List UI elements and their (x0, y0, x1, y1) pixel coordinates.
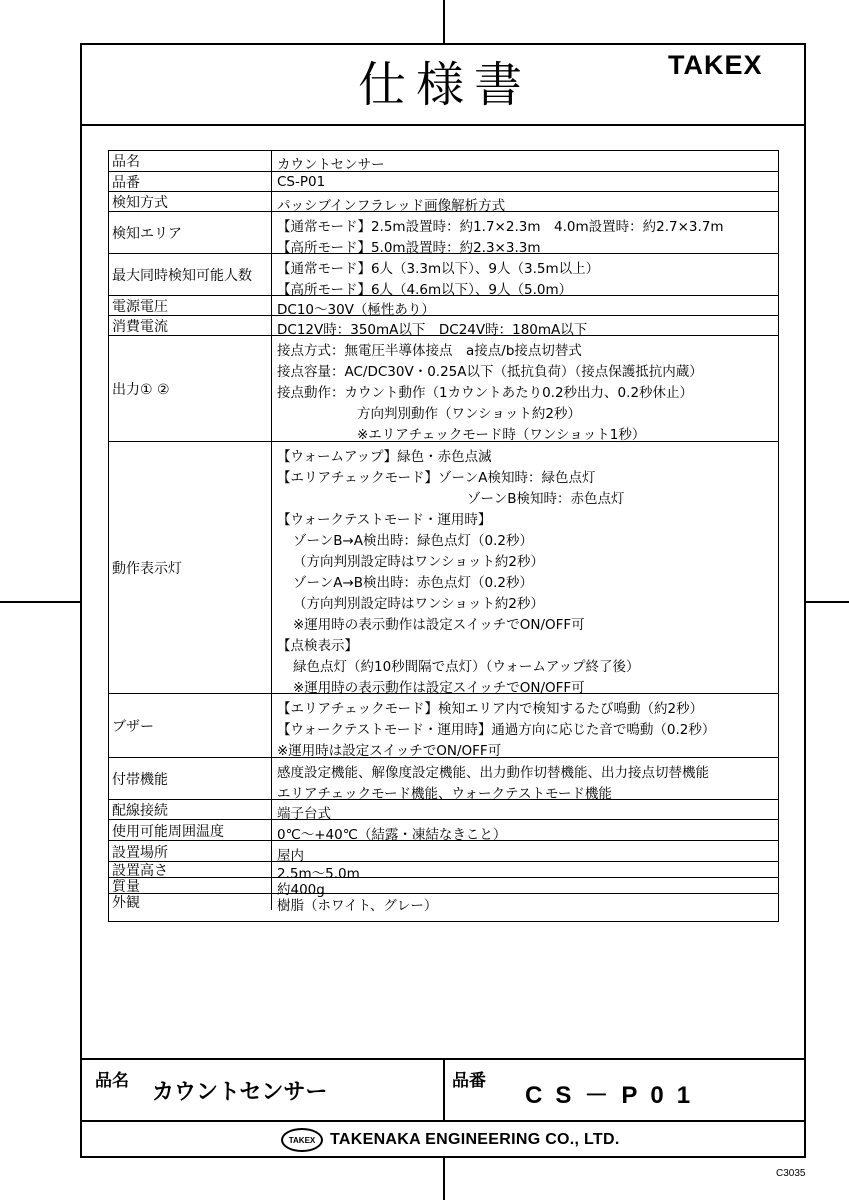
spec-value (275, 192, 778, 212)
spec-row (109, 861, 778, 882)
footer-name-label: 品名 (95, 1071, 129, 1091)
spec-row (109, 191, 778, 212)
spec-label: 消費電流 (109, 316, 272, 336)
company-logo: TAKEX (281, 1128, 323, 1152)
spec-value (275, 841, 778, 862)
spec-value-line: 方向判別動作（ワンショット約2秒） (357, 406, 581, 423)
spec-value (275, 800, 778, 820)
spec-label: 設置高さ (109, 862, 272, 878)
spec-row (109, 840, 778, 862)
spec-label: 設置場所 (109, 841, 272, 862)
spec-row (109, 757, 778, 800)
spec-label: 品名 (109, 151, 272, 171)
spec-value-line: ※エリアチェックモード時（ワンショット1秒） (357, 427, 646, 444)
title-separator (80, 124, 806, 126)
registration-mark-right (806, 601, 849, 603)
spec-value (275, 878, 778, 898)
spec-value (275, 820, 778, 841)
spec-value (275, 316, 778, 336)
spec-row (109, 315, 778, 336)
spec-value (275, 212, 778, 254)
company-name: TAKENAKA ENGINEERING CO., LTD. (330, 1131, 620, 1148)
spec-value-line: 2.5m～5.0m (277, 866, 360, 882)
spec-row (109, 151, 778, 171)
spec-label: 付帯機能 (109, 758, 272, 800)
spec-value-line: 接点容量：AC/DC30V・0.25A以下（抵抗負荷）（接点保護抵抗内蔵） (277, 363, 703, 380)
spec-value-line: （方向判別設定時はワンショット約2秒） (293, 553, 544, 570)
spec-value (275, 758, 778, 800)
spec-value-line: パッシブインフラレッド画像解析方式 (277, 198, 506, 214)
spec-value-line: CS-P01 (277, 174, 326, 190)
spec-label: 最大同時検知可能人数 (109, 254, 272, 296)
spec-value-line: DC10～30V（極性あり） (277, 302, 435, 318)
spec-label: 検知エリア (109, 212, 272, 254)
spec-value-line: エリアチェックモード機能、ウォークテストモード機能 (277, 785, 612, 802)
spec-value-line: 【エリアチェックモード】ゾーンA検知時：緑色点灯 (277, 469, 596, 486)
registration-mark-top (443, 0, 445, 43)
spec-value-line: 【ウォークテストモード・運用時】通過方向に応じた音で鳴動（0.2秒） (277, 722, 716, 738)
spec-label: 品番 (109, 172, 272, 192)
spec-row (109, 253, 778, 296)
spec-value-line: 0℃～+40℃（結露・凍結なきこと） (277, 826, 507, 843)
page-title: 仕様書 (357, 57, 532, 113)
spec-value-line: 接点方式：無電圧半導体接点 a接点/b接点切替式 (277, 342, 582, 359)
spec-value (275, 442, 778, 694)
registration-mark-bottom (443, 1158, 445, 1200)
spec-value (275, 694, 778, 758)
spec-row (109, 211, 778, 254)
spec-row (109, 799, 778, 820)
spec-value-line: 【エリアチェックモード】検知エリア内で検知するたび鳴動（約2秒） (277, 700, 704, 717)
spec-value-line: 端子台式 (277, 806, 331, 822)
spec-value (275, 254, 778, 296)
registration-mark-left (0, 601, 80, 603)
spec-value-line: ゾーンB→A検出時：緑色点灯（0.2秒） (293, 532, 534, 549)
spec-row (109, 693, 778, 758)
brand-logo: TAKEX (668, 50, 763, 80)
footer-code-label: 品番 (452, 1071, 486, 1091)
spec-value (275, 151, 778, 171)
spec-value-line: ※運用時は設定スイッチでON/OFF可 (277, 743, 502, 760)
spec-label: 電源電圧 (109, 296, 272, 316)
spec-value (275, 296, 778, 316)
spec-value-line: 【点検表示】 (277, 637, 358, 654)
spec-value-line: ※運用時の表示動作は設定スイッチでON/OFF可 (293, 616, 585, 633)
spec-label: 外観 (109, 894, 272, 910)
spec-row (109, 877, 778, 898)
spec-label: 配線接続 (109, 800, 272, 820)
spec-label: ブザー (109, 694, 272, 758)
footer-product-code: CS－P01 (525, 1082, 704, 1109)
spec-value (275, 894, 778, 914)
spec-value-line: DC12V時：350mA以下 DC24V時：180mA以下 (277, 322, 588, 338)
spec-row (109, 819, 778, 841)
spec-value-line: 【通常モード】6人（3.3m以下）、9人（3.5m以上） (277, 260, 600, 277)
spec-row (109, 335, 778, 442)
spec-value-line: ゾーンA→B検出時：赤色点灯（0.2秒） (293, 574, 534, 591)
spec-row (109, 295, 778, 316)
spec-value-line: カウントセンサー (277, 157, 385, 173)
spec-row (109, 893, 778, 914)
spec-value-line: 【ウォームアップ】緑色・赤色点滅 (277, 448, 492, 465)
spec-value-line: 【高所モード】6人（4.6m以下）、9人（5.0m） (277, 281, 573, 298)
spec-value (275, 172, 778, 192)
spec-value-line: 【高所モード】5.0m設置時：約2.3×3.3m (277, 239, 541, 256)
spec-value-line: 接点動作：カウント動作（1カウントあたり0.2秒出力、0.2秒休止） (277, 385, 694, 401)
spec-label: 動作表示灯 (109, 442, 272, 694)
spec-value-line: 約400g (277, 882, 325, 898)
spec-value-line: 樹脂（ホワイト、グレー） (277, 898, 438, 914)
spec-label: 使用可能周囲温度 (109, 820, 272, 841)
spec-value-line: 緑色点灯（約10秒間隔で点灯）（ウォームアップ終了後） (293, 658, 640, 675)
spec-row (109, 441, 778, 694)
spec-value (275, 336, 778, 442)
spec-value-line: ゾーンB検知時：赤色点灯 (467, 490, 625, 507)
spec-table (108, 150, 779, 922)
spec-value-line: 【通常モード】2.5m設置時：約1.7×2.3m 4.0m設置時：約2.7×3.7m (277, 218, 724, 235)
spec-label: 検知方式 (109, 192, 272, 212)
spec-value-line: （方向判別設定時はワンショット約2秒） (293, 595, 544, 612)
document-number: C3035 (776, 1168, 806, 1179)
footer-product-name: カウントセンサー (152, 1080, 328, 1105)
spec-row (109, 171, 778, 192)
footer-divider (443, 1058, 445, 1121)
spec-value-line: ※運用時の表示動作は設定スイッチでON/OFF可 (293, 679, 585, 696)
spec-value (275, 862, 778, 882)
spec-label: 質量 (109, 878, 272, 894)
spec-value-line: 屋内 (277, 847, 304, 864)
spec-value-line: 感度設定機能、解像度設定機能、出力動作切替機能、出力接点切替機能 (277, 764, 709, 781)
spec-value-line: 【ウォークテストモード・運用時】 (277, 511, 492, 528)
spec-label: 出力① ② (109, 336, 272, 442)
